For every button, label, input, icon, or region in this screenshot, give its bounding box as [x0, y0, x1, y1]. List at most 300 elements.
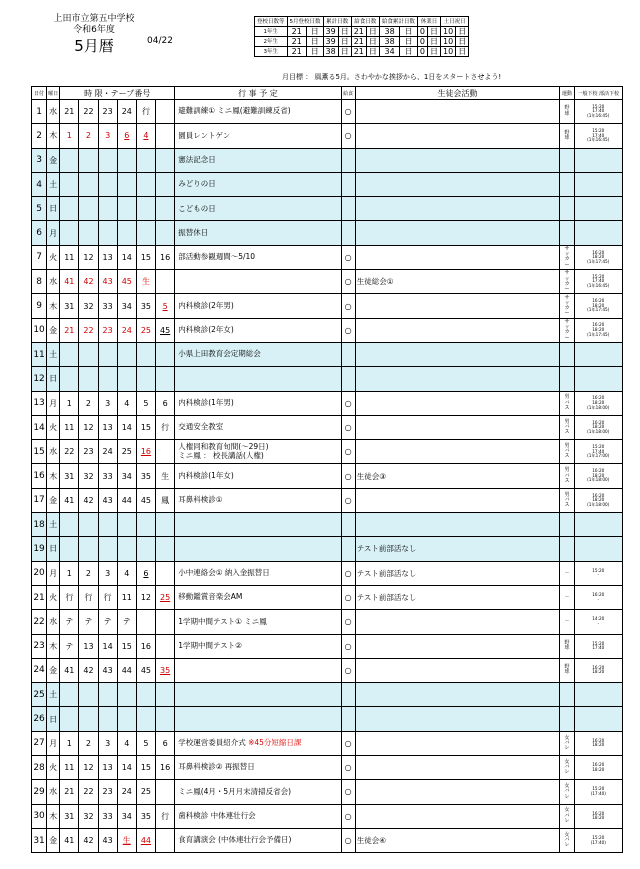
day-number: 11 [32, 342, 47, 366]
calendar-day-row [32, 780, 623, 804]
period-cell: 6 [136, 561, 155, 585]
calendar-day-row [32, 245, 623, 269]
event-highlight: ※45分短縮日課 [248, 738, 302, 748]
day-number: 15 [32, 440, 47, 464]
period-cell: 4 [117, 391, 136, 415]
period-cell: 32 [79, 464, 98, 488]
day-number: 2 [32, 124, 47, 148]
period-cell [79, 172, 98, 196]
weekday: 水 [47, 100, 60, 124]
period-cell [79, 707, 98, 731]
event-cell [175, 440, 341, 464]
club-cell [560, 537, 574, 561]
stats-value: 21 [351, 37, 366, 47]
dismissal-time-cell: 15:20 (17:40) [574, 828, 622, 852]
period-cell [117, 707, 136, 731]
period-cell: 3 [98, 124, 117, 148]
event-cell [175, 488, 341, 512]
dismissal-time-cell [574, 172, 622, 196]
club-cell [560, 148, 574, 172]
period-cell: 42 [79, 488, 98, 512]
event-text: 内科検診(2年女) [178, 325, 234, 335]
period-cell: 35 [156, 658, 175, 682]
period-cell: 13 [98, 245, 117, 269]
period-cell: 23 [98, 318, 117, 342]
period-cell: 5 [156, 294, 175, 318]
period-cell [60, 367, 79, 391]
club-cell: － [560, 585, 574, 609]
calendar-day-row [32, 658, 623, 682]
event-cell [175, 124, 341, 148]
event-text: ミニ鳳(4月・5月月末清掃反省会) [178, 786, 292, 796]
header-periods: 時 限・テープ番号 [60, 87, 175, 100]
period-cell [79, 537, 98, 561]
calendar-body [32, 87, 623, 853]
period-cell: 31 [60, 294, 79, 318]
event-cell [175, 415, 341, 439]
student-council-cell [355, 221, 560, 245]
club-cell [560, 342, 574, 366]
period-cell: 45 [117, 270, 136, 294]
period-cell [136, 221, 155, 245]
stats-unit: 日 [338, 47, 351, 57]
period-cell [136, 148, 155, 172]
dismissal-time-cell: 15:20 17:40 (1年16:45) [574, 270, 622, 294]
period-cell: 11 [60, 756, 79, 780]
day-number: 17 [32, 488, 47, 512]
period-cell [98, 342, 117, 366]
weekday: 金 [47, 318, 60, 342]
event-cell [175, 245, 341, 269]
stats-row [255, 27, 469, 37]
calendar-day-row [32, 537, 623, 561]
period-cell: 31 [60, 464, 79, 488]
period-cell [79, 148, 98, 172]
event-text: 1学期中間テスト② [178, 640, 242, 650]
stats-header-cell: 休業日 [417, 17, 440, 27]
stats-unit: 日 [306, 27, 323, 37]
stats-value: 0 [417, 47, 427, 57]
dismissal-time-cell: 15:20 17:40 [574, 634, 622, 658]
period-cell [136, 537, 155, 561]
period-cell: 22 [79, 100, 98, 124]
calendar-day-row [32, 756, 623, 780]
student-council-cell [355, 148, 560, 172]
period-cell: 6 [156, 391, 175, 415]
calendar-day-row [32, 488, 623, 512]
stats-unit: 日 [428, 27, 441, 37]
period-cell: 12 [79, 756, 98, 780]
period-cell: 15 [136, 756, 155, 780]
event-text: 避難訓練① ミニ鳳(避難訓練反省) [178, 106, 291, 116]
calendar-day-row [32, 585, 623, 609]
club-cell: 野 球 [560, 634, 574, 658]
period-cell [156, 780, 175, 804]
weekday: 月 [47, 221, 60, 245]
day-number: 19 [32, 537, 47, 561]
period-cell [156, 172, 175, 196]
dismissal-time-cell [574, 342, 622, 366]
period-cell [136, 367, 155, 391]
stats-grade: 2年生 [255, 37, 288, 47]
stats-unit: 日 [338, 37, 351, 47]
period-cell: 15 [117, 634, 136, 658]
period-cell [156, 513, 175, 537]
period-cell [136, 683, 155, 707]
event-text: 1学期中間テスト① ミニ鳳 [178, 616, 267, 626]
period-cell: 25 [136, 318, 155, 342]
period-cell: 12 [79, 245, 98, 269]
day-number: 10 [32, 318, 47, 342]
period-cell [156, 683, 175, 707]
period-cell [98, 707, 117, 731]
dismissal-time-cell: 16:20 18:20 [574, 804, 622, 828]
weekday: 水 [47, 780, 60, 804]
period-cell: 生 [156, 464, 175, 488]
period-cell: 41 [60, 488, 79, 512]
period-cell: 16 [136, 634, 155, 658]
club-cell: 男 バ ス [560, 440, 574, 464]
period-cell [156, 124, 175, 148]
period-cell [60, 197, 79, 221]
dismissal-time-cell: 16:20 18:20 (1年18:00) [574, 415, 622, 439]
period-cell: 14 [98, 634, 117, 658]
stats-header-cell: 累計日数 [323, 17, 351, 27]
event-text: 振替休日 [178, 227, 209, 237]
lunch-mark: ○ [341, 270, 355, 294]
calendar-day-row [32, 124, 623, 148]
student-council-cell [355, 488, 560, 512]
event-text: 内科検診(1年女) [178, 470, 234, 480]
period-cell: 行 [136, 100, 155, 124]
event-cell [175, 221, 341, 245]
period-cell: 21 [60, 780, 79, 804]
period-cell: 24 [117, 100, 136, 124]
period-cell: 1 [60, 731, 79, 755]
day-number: 13 [32, 391, 47, 415]
period-cell [156, 634, 175, 658]
event-text: 園員レントゲン [178, 130, 231, 140]
stats-header-cell: 給食累計日数 [379, 17, 417, 27]
club-cell [560, 707, 574, 731]
weekday: 金 [47, 658, 60, 682]
period-cell [156, 221, 175, 245]
event-text: 移動鑑賞音楽会AM [178, 592, 243, 602]
weekday: 金 [47, 148, 60, 172]
period-cell [79, 367, 98, 391]
lunch-mark: ○ [341, 658, 355, 682]
dismissal-time-cell [574, 513, 622, 537]
period-cell [98, 683, 117, 707]
weekday: 火 [47, 415, 60, 439]
dismissal-time-cell [574, 683, 622, 707]
day-number: 25 [32, 683, 47, 707]
dismissal-time-cell: 16:20 18:20 (1年18:00) [574, 464, 622, 488]
period-cell [79, 197, 98, 221]
period-cell: 3 [98, 731, 117, 755]
club-cell [560, 513, 574, 537]
period-cell: 41 [60, 658, 79, 682]
calendar-day-row [32, 513, 623, 537]
period-cell: 13 [79, 634, 98, 658]
weekday: 土 [47, 342, 60, 366]
period-cell: 42 [79, 270, 98, 294]
event-cell [175, 585, 341, 609]
day-number: 21 [32, 585, 47, 609]
lunch-mark: ○ [341, 318, 355, 342]
period-cell: 31 [60, 804, 79, 828]
period-cell [156, 610, 175, 634]
school-name: 上田市立第五中学校 [53, 14, 135, 24]
lunch-mark [341, 172, 355, 196]
student-council-cell [355, 440, 560, 464]
period-cell: 34 [117, 464, 136, 488]
day-number: 20 [32, 561, 47, 585]
stats-value: 21 [351, 27, 366, 37]
period-cell [156, 197, 175, 221]
lunch-mark: ○ [341, 804, 355, 828]
event-cell [175, 197, 341, 221]
period-cell: 15 [136, 245, 155, 269]
weekday: 木 [47, 294, 60, 318]
period-cell: 43 [98, 658, 117, 682]
period-cell [136, 513, 155, 537]
calendar-day-row [32, 391, 623, 415]
day-number: 5 [32, 197, 47, 221]
event-cell [175, 513, 341, 537]
stats-row [255, 47, 469, 57]
calendar-day-row [32, 804, 623, 828]
period-cell [156, 367, 175, 391]
lunch-mark: ○ [341, 415, 355, 439]
period-cell [117, 148, 136, 172]
period-cell: 生 [136, 270, 155, 294]
fiscal-year: 令和6年度 [73, 25, 115, 35]
lunch-mark [341, 683, 355, 707]
stats-unit: 日 [428, 37, 441, 47]
event-text: 憲法記念日 [178, 154, 216, 164]
stats-unit: 日 [306, 37, 323, 47]
period-cell: 33 [98, 804, 117, 828]
period-cell: 16 [156, 756, 175, 780]
dismissal-time-cell: 16:20 18:20 (1年17:45) [574, 245, 622, 269]
day-number: 23 [32, 634, 47, 658]
header-lunch: 給食 [341, 87, 355, 100]
weekday: 日 [47, 367, 60, 391]
event-text: 耳鼻科検診② 再振替日 [178, 762, 255, 772]
period-cell: 1 [60, 561, 79, 585]
event-cell [175, 756, 341, 780]
period-cell: 34 [117, 804, 136, 828]
stats-value: 38 [379, 27, 399, 37]
period-cell: 16 [156, 245, 175, 269]
weekday: 火 [47, 585, 60, 609]
event-cell [175, 561, 341, 585]
lunch-mark [341, 148, 355, 172]
period-cell: 12 [79, 415, 98, 439]
lunch-mark: ○ [341, 780, 355, 804]
student-council-cell [355, 172, 560, 196]
calendar-day-row [32, 100, 623, 124]
event-text: 内科検診(2年男) [178, 300, 234, 310]
period-cell: 45 [136, 488, 155, 512]
dismissal-time-cell [574, 197, 622, 221]
calendar-day-row [32, 634, 623, 658]
period-cell [60, 221, 79, 245]
stats-value: 0 [417, 27, 427, 37]
period-cell: 23 [98, 780, 117, 804]
stats-unit: 日 [428, 47, 441, 57]
period-cell: 23 [79, 440, 98, 464]
weekday: 日 [47, 707, 60, 731]
period-cell: 6 [117, 124, 136, 148]
header-date: 日付 [32, 87, 47, 100]
event-text: 小県上田教育会定期総会 [178, 349, 261, 359]
calendar-day-row [32, 828, 623, 852]
lunch-mark: ○ [341, 488, 355, 512]
stats-unit: 日 [456, 27, 469, 37]
period-cell: 45 [156, 318, 175, 342]
calendar-day-row [32, 683, 623, 707]
period-cell [156, 561, 175, 585]
stats-value: 10 [441, 27, 456, 37]
club-cell [560, 221, 574, 245]
lunch-mark [341, 537, 355, 561]
calendar-day-row [32, 440, 623, 464]
stats-header-cell: 登校日数等 [255, 17, 288, 27]
stats-value: 10 [441, 37, 456, 47]
day-number: 26 [32, 707, 47, 731]
dismissal-time-cell: 16:20 18:20 (1年17:45) [574, 294, 622, 318]
event-text: 耳鼻科検診① [178, 495, 223, 505]
student-council-cell [355, 634, 560, 658]
calendar-day-row [32, 294, 623, 318]
day-number: 30 [32, 804, 47, 828]
period-cell: 行 [79, 585, 98, 609]
period-cell: 41 [60, 828, 79, 852]
period-cell: 22 [79, 780, 98, 804]
period-cell [117, 513, 136, 537]
period-cell [98, 197, 117, 221]
event-cell [175, 342, 341, 366]
club-cell: サ ッ カ ー [560, 270, 574, 294]
lunch-mark: ○ [341, 100, 355, 124]
school-header [31, 14, 157, 56]
student-council-cell [355, 756, 560, 780]
weekday: 木 [47, 634, 60, 658]
lunch-mark: ○ [341, 731, 355, 755]
stats-unit: 日 [366, 27, 379, 37]
day-number: 1 [32, 100, 47, 124]
period-cell: 45 [136, 658, 155, 682]
period-cell [156, 148, 175, 172]
period-cell [136, 610, 155, 634]
stats-value: 21 [351, 47, 366, 57]
period-cell: テ [60, 634, 79, 658]
calendar-day-row [32, 610, 623, 634]
period-cell: 44 [136, 828, 155, 852]
event-cell [175, 294, 341, 318]
event-cell [175, 731, 341, 755]
lunch-mark [341, 513, 355, 537]
day-number: 9 [32, 294, 47, 318]
student-council-cell [355, 804, 560, 828]
student-council-cell [355, 610, 560, 634]
student-council-cell [355, 683, 560, 707]
period-cell [117, 221, 136, 245]
stats-unit: 日 [366, 47, 379, 57]
period-cell [98, 221, 117, 245]
period-cell [156, 828, 175, 852]
period-cell [117, 683, 136, 707]
period-cell [156, 707, 175, 731]
period-cell [79, 683, 98, 707]
period-cell: 43 [98, 270, 117, 294]
student-council-cell: 生徒総会① [355, 270, 560, 294]
event-cell [175, 610, 341, 634]
club-cell [560, 367, 574, 391]
stats-value: 21 [287, 37, 306, 47]
period-cell: 32 [79, 294, 98, 318]
dismissal-time-cell [574, 148, 622, 172]
period-cell: 15 [136, 415, 155, 439]
stats-header-cell: 給食日数 [351, 17, 379, 27]
calendar-day-row [32, 561, 623, 585]
weekday: 土 [47, 513, 60, 537]
weekday: 火 [47, 245, 60, 269]
dismissal-time-cell: 16:20 18:20 (1年17:45) [574, 318, 622, 342]
day-number: 31 [32, 828, 47, 852]
period-cell: 35 [136, 804, 155, 828]
period-cell: 5 [136, 731, 155, 755]
period-cell [136, 342, 155, 366]
day-number: 14 [32, 415, 47, 439]
stats-value: 21 [287, 27, 306, 37]
period-cell: 生 [117, 828, 136, 852]
period-cell: 4 [136, 124, 155, 148]
lunch-mark: ○ [341, 828, 355, 852]
period-cell: 33 [98, 464, 117, 488]
lunch-mark [341, 367, 355, 391]
date-code: 04/22 [147, 36, 173, 46]
dismissal-time-cell: 16:20 18:20 (1年18:00) [574, 488, 622, 512]
event-text: 人権同和教育旬間(～29日) [178, 442, 269, 452]
event-text: 食育講演会 (中体連壮行会予備日) [178, 835, 292, 845]
club-cell: 女 バ レ [560, 804, 574, 828]
lunch-mark: ○ [341, 440, 355, 464]
period-cell: 42 [79, 658, 98, 682]
day-number: 18 [32, 513, 47, 537]
event-text: ミニ鳳 ： 校長講話(人権) [178, 450, 264, 460]
calendar-day-row [32, 148, 623, 172]
stats-value: 39 [323, 27, 338, 37]
period-cell: 2 [79, 124, 98, 148]
lunch-mark: ○ [341, 294, 355, 318]
period-cell: 35 [136, 464, 155, 488]
stats-value: 10 [441, 47, 456, 57]
period-cell: 14 [117, 245, 136, 269]
weekday: 木 [47, 124, 60, 148]
period-cell: 44 [117, 658, 136, 682]
club-cell: 男 バ ス [560, 391, 574, 415]
period-cell: 行 [60, 585, 79, 609]
period-cell: 3 [98, 391, 117, 415]
calendar-day-row [32, 707, 623, 731]
dismissal-time-cell: 15:20 - [574, 561, 622, 585]
event-cell [175, 172, 341, 196]
event-cell [175, 658, 341, 682]
weekday: 日 [47, 197, 60, 221]
